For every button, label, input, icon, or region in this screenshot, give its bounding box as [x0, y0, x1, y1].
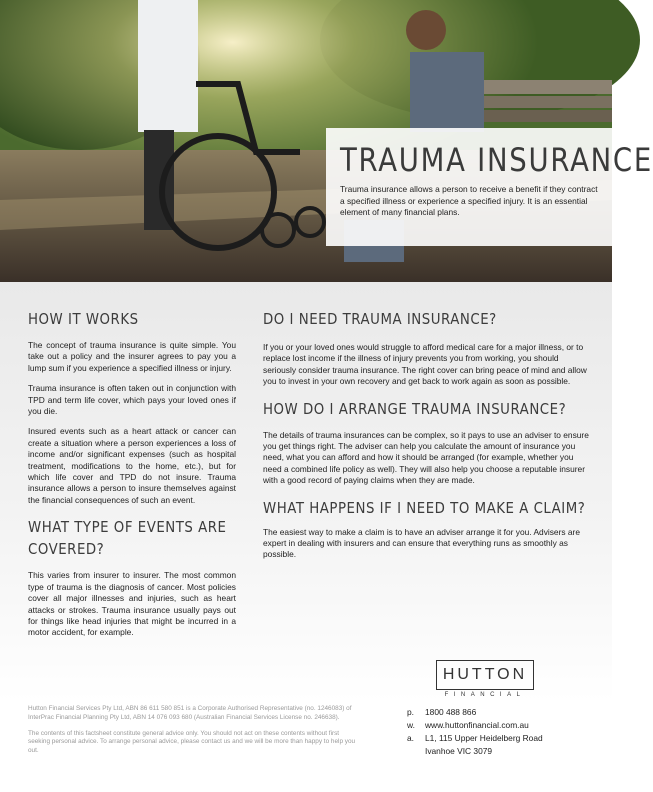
- contact-details: [407, 706, 597, 758]
- how-it-works-p2: Trauma insurance is often taken out in conjunction with TPD and term life cover, which pays your loved ones if you die.: [28, 383, 236, 417]
- footer-disclaimer: [28, 705, 358, 756]
- contact-phone-key: p.: [407, 707, 414, 717]
- contact-address: [407, 732, 597, 745]
- left-column: [28, 308, 236, 639]
- contact-website-key: w.: [407, 720, 415, 730]
- logo-wordmark: HUTTON: [436, 660, 534, 690]
- disclaimer-general-advice: The contents of this factsheet constitute general advice only. You should not act on these contents without first seeking personal advice. To arrange personal advice, please contact us and we will be more than happy to help you out.: [28, 729, 356, 755]
- page-title: TRAUMA INSURANCE: [340, 141, 653, 179]
- events-covered-p1: This varies from insurer to insurer. The most common type of trauma is the diagnosis of cancer. Most policies cover all major illnesses and injuries, such as heart attacks or strokes. Trauma insurance usually pays out for things like head injuries that might be incurred in a motor accident, for example.: [28, 570, 236, 638]
- contact-address-2: [407, 745, 597, 758]
- contact-address-key: a.: [407, 733, 414, 743]
- contact-phone: [407, 706, 597, 719]
- contact-address-2-key: [407, 745, 425, 758]
- right-column: [263, 308, 589, 561]
- contact-address-line2: Ivanhoe VIC 3079: [425, 746, 493, 756]
- heading-how-it-works: HOW IT WORKS: [28, 310, 139, 328]
- how-it-works-p1: The concept of trauma insurance is quite simple. You take out a policy and the insurer agrees to pay you a lump sum if you experience a specified illness or injury.: [28, 340, 236, 373]
- heading-need-trauma: DO I NEED TRAUMA INSURANCE?: [263, 310, 497, 328]
- contact-website: [407, 719, 597, 732]
- make-claim-p1: The easiest way to make a claim is to have an adviser arrange it for you. Advisers are expert in dealing with insurers and can ensure that everything runs as smoothly as possible.: [263, 526, 581, 560]
- contact-address-line1: L1, 115 Upper Heidelberg Road: [425, 733, 543, 743]
- intro-text: Trauma insurance allows a person to receive a benefit if they contract a specified illness or experience a specified injury. It is an essential element of many financial plans.: [340, 184, 598, 217]
- how-it-works-p3: Insured events such as a heart attack or cancer can create a situation where a person experiences a loss of income and/or significant expenses (such as hospital treatment, modifications to the home, etc.), but for which life cover and TPD do not insure. Trauma insurance allows a person to insure themselves against the financial consequences of such an event.: [28, 426, 236, 505]
- contact-phone-value[interactable]: 1800 488 866: [425, 707, 477, 717]
- contact-website-value[interactable]: www.huttonfinancial.com.au: [425, 720, 529, 730]
- arrange-trauma-p1: The details of trauma insurances can be complex, so it pays to use an adviser to ensure you get things right. The adviser can help you calculate the amount of insurance you need, what you can afford and how it should be arranged (for example, whether you need a combined life policy as well). They will also help you choose a reputable insurer with a good record of paying claims when they are made.: [263, 429, 589, 486]
- title-panel: [326, 128, 653, 246]
- hutton-logo: [436, 660, 534, 698]
- heading-make-claim: WHAT HAPPENS IF I NEED TO MAKE A CLAIM?: [263, 498, 586, 517]
- need-trauma-p1: If you or your loved ones would struggle to afford medical care for a major illness, or to replace lost income if the illness of injury prevents you from working, you should seriously consider trauma insurance. The right cover can bring peace of mind and allow you to invest in your own recovery and get back to work again as soon as possible.: [263, 342, 587, 387]
- heading-events-covered: WHAT TYPE OF EVENTS ARE COVERED?: [28, 518, 227, 559]
- disclaimer-license: Hutton Financial Services Pty Ltd, ABN 86 611 580 851 is a Corporate Authorised Representative (no. 1246083) of InterPrac Financial Planning Pty Ltd, ABN 14 076 093 680 (Australian Financial Services License no. 246638).: [28, 705, 352, 721]
- logo-subtitle: FINANCIAL: [444, 692, 526, 698]
- heading-arrange-trauma: HOW DO I ARRANGE TRAUMA INSURANCE?: [263, 399, 567, 418]
